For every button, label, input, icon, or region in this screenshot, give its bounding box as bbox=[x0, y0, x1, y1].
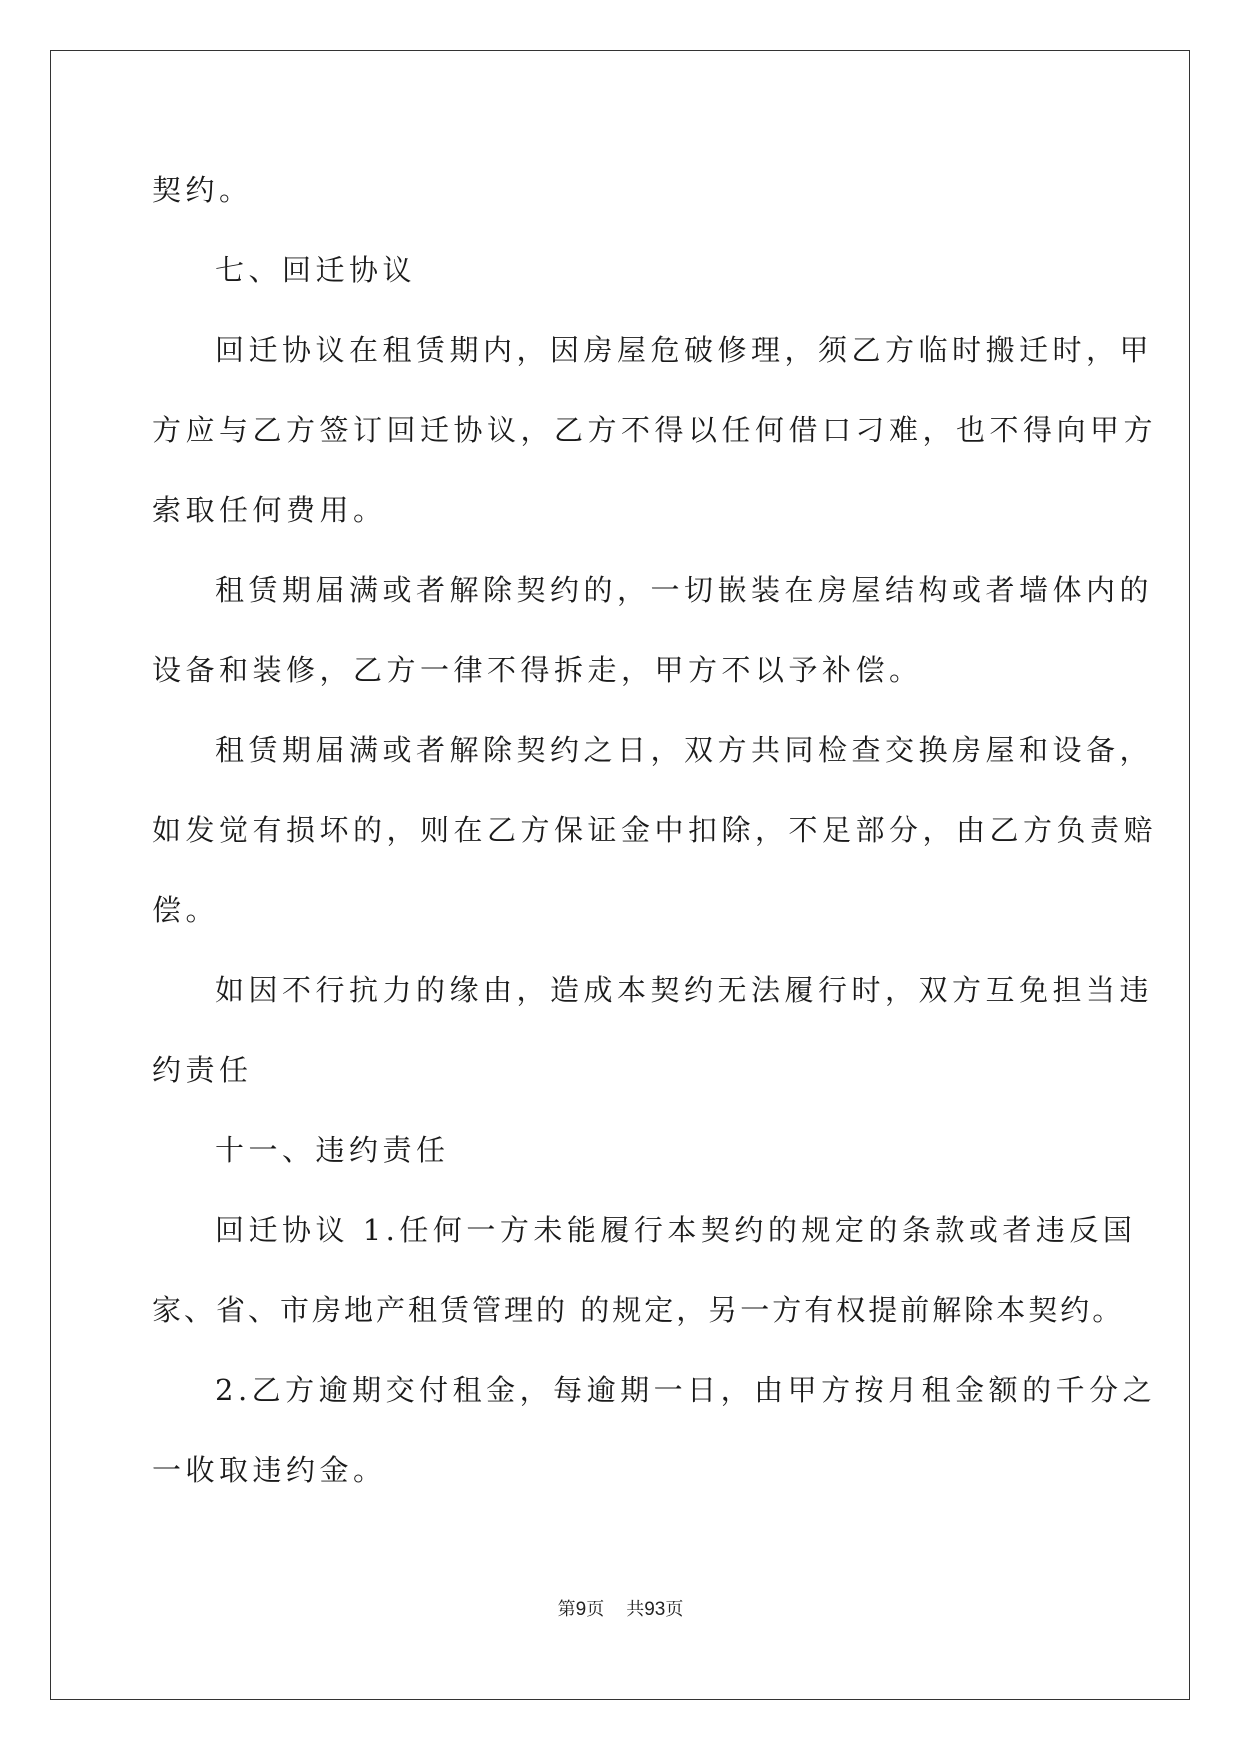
text-line: 索取任何费用。 bbox=[152, 493, 387, 527]
text-line: 如因不行抗力的缘由，造成本契约无法履行时，双方互免担当违 bbox=[215, 973, 1154, 1007]
text-line: 如发觉有损坏的，则在乙方保证金中扣除，不足部分，由乙方负责赔 bbox=[152, 813, 1158, 847]
page-prefix: 第 bbox=[557, 1599, 576, 1620]
text-line: 设备和装修，乙方一律不得拆走，甲方不以予补偿。 bbox=[152, 653, 923, 687]
text-line: 回迁协议 1.任何一方未能履行本契约的规定的条款或者违反国 bbox=[215, 1213, 1137, 1247]
text-line: 2.乙方逾期交付租金，每逾期一日，由甲方按月租金额的千分之 bbox=[215, 1373, 1157, 1407]
text-line: 契约。 bbox=[152, 173, 253, 207]
page-number: 9 bbox=[575, 1599, 587, 1620]
text-line: 回迁协议在租赁期内，因房屋危破修理，须乙方临时搬迁时，甲 bbox=[215, 333, 1154, 367]
section-heading: 十一、违约责任 bbox=[215, 1133, 450, 1167]
text-line: 偿。 bbox=[152, 893, 220, 927]
total-pages: 93 bbox=[644, 1599, 666, 1620]
page-suffix: 页 bbox=[586, 1599, 605, 1620]
total-suffix: 页 bbox=[665, 1599, 684, 1620]
text-line: 方应与乙方签订回迁协议，乙方不得以任何借口刁难，也不得向甲方 bbox=[152, 413, 1158, 447]
text-line: 租赁期届满或者解除契约之日，双方共同检查交换房屋和设备， bbox=[215, 733, 1154, 767]
text-line: 家、省、市房地产租赁管理的 的规定，另一方有权提前解除本契约。 bbox=[152, 1293, 1125, 1327]
text-line: 约责任 bbox=[152, 1053, 253, 1087]
page-footer bbox=[0, 1595, 1241, 1621]
text-line: 一收取违约金。 bbox=[152, 1453, 387, 1487]
total-prefix: 共 bbox=[626, 1599, 645, 1620]
text-line: 租赁期届满或者解除契约的，一切嵌装在房屋结构或者墙体内的 bbox=[215, 573, 1154, 607]
section-heading: 七、回迁协议 bbox=[215, 253, 417, 287]
